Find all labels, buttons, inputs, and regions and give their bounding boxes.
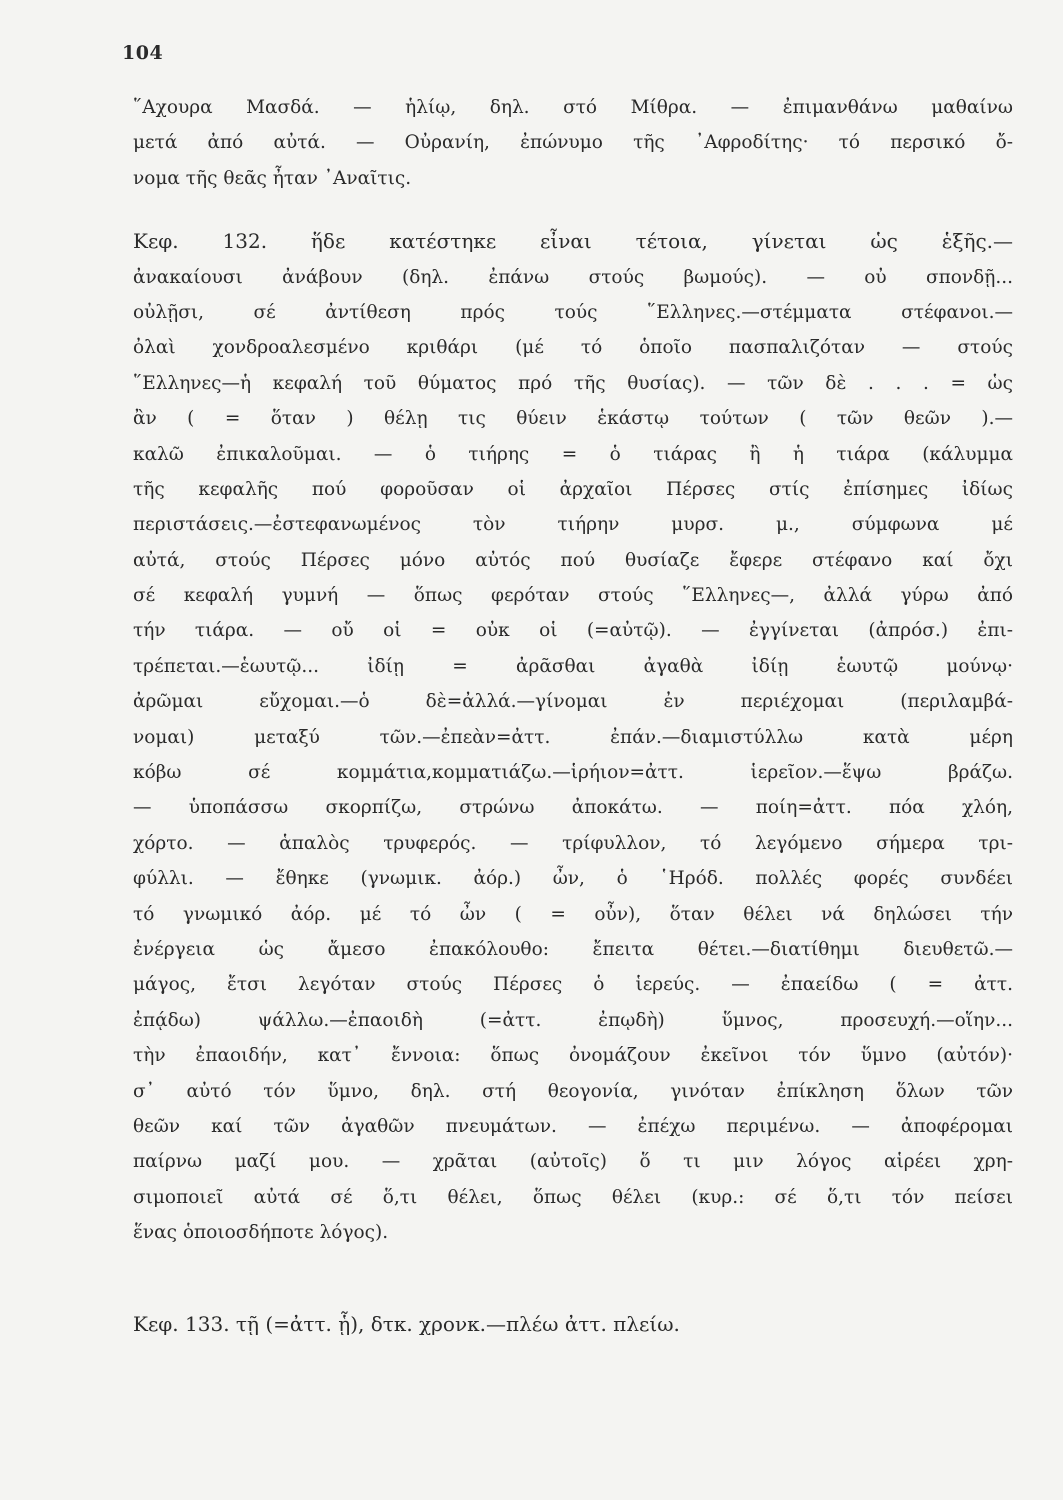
text-line: σέ κεφαλή γυμνή — ὅπως φερόταν στούς ῞Ελληνες—, ἀλλά γύρω ἀπό <box>133 585 1013 607</box>
chapter-heading-line: Κεφ. 132. ἥδε κατέστηκε εἶναι τέτοια, γίνεται ὡς ἑξῆς.— <box>133 229 1013 254</box>
text-line: παίρνω μαζί μου. — χρᾶται (αὐτοῖς) ὅ τι μιν λόγος αἱρέει χρη- <box>133 1151 1013 1173</box>
text-line: μετά ἀπό αὐτά. — Οὐρανίη, ἐπώνυμο τῆς ᾿Αφροδίτης· τό περσικό ὄ- <box>133 132 1013 154</box>
text-line: ἕνας ὁποιοσδήποτε λόγος). <box>133 1222 389 1244</box>
text-line: νομα τῆς θεᾶς ἦταν ᾿Αναῖτις. <box>133 167 412 189</box>
text-line: περιστάσεις.—ἐστεφανωμένος τὸν τιήρην μυρσ. μ., σύμφωνα μέ <box>133 514 1013 536</box>
text-line: ῞Αχουρα Μασδά. — ἡλίῳ, δηλ. στό Μίθρα. — ἐπιμανθάνω μαθαίνω <box>133 97 1013 118</box>
text-line: ἐνέργεια ὡς ἄμεσο ἐπακόλουθο: ἔπειτα θέτει.—διατίθημι διευθετῶ.— <box>133 938 1013 960</box>
text-line: αὐτά, στούς Πέρσες μόνο αὐτός πού θυσίαζε ἔφερε στέφανο καί ὄχι <box>133 549 1013 571</box>
text-line: ἀνακαίουσι ἀνάβουν (δηλ. ἐπάνω στούς βωμούς). — οὐ σπονδῇ... <box>133 266 1013 288</box>
text-line: σ᾿ αὐτό τόν ὕμνο, δηλ. στή θεογονία, γινόταν ἐπίκληση ὅλων τῶν <box>133 1080 1013 1102</box>
text-line: τῆς κεφαλῆς πού φοροῦσαν οἱ ἀρχαῖοι Πέρσες στίς ἐπίσημες ἰδίως <box>133 478 1013 500</box>
text-line: τό γνωμικό ἀόρ. μέ τό ὦν ( = οὖν), ὅταν θέλει νά δηλώσει τήν <box>133 903 1013 925</box>
text-line: ἂν ( = ὅταν ) θέλῃ τις θύειν ἑκάστῳ τούτων ( τῶν θεῶν ).— <box>133 408 1013 430</box>
text-line: — ὑποπάσσω σκορπίζω, στρώνω ἀποκάτω. — ποίη=ἀττ. πόα χλόη, <box>133 797 1013 819</box>
text-line: ἀρῶμαι εὔχομαι.—ὁ δὲ=ἀλλά.—γίνομαι ἐν περιέχομαι (περιλαμβά- <box>133 691 1013 713</box>
text-line: χόρτο. — ἁπαλὸς τρυφερός. — τρίφυλλον, τό λεγόμενο σήμερα τρι- <box>133 832 1013 854</box>
text-line: σιμοποιεῖ αὐτά σέ ὅ,τι θέλει, ὅπως θέλει (κυρ.: σέ ὅ,τι τόν πείσει <box>133 1186 1013 1208</box>
text-line: νομαι) μεταξύ τῶν.—ἐπεὰν=ἀττ. ἐπάν.—διαμιστύλλω κατὰ μέρη <box>133 726 1013 748</box>
chapter-heading-line: Κεφ. 133. τῇ (=ἀττ. ᾗ), δτκ. χρονκ.—πλέω ἀττ. πλείω. <box>133 1311 680 1336</box>
text-line: ὀλαὶ χονδροαλεσμένο κριθάρι (μέ τό ὁποῖο πασπαλιζόταν — στούς <box>133 337 1013 359</box>
text-line: κόβω σέ κομμάτια,κομματιάζω.—ἱρήιον=ἀττ. ἱερεῖον.—ἕψω βράζω. <box>133 762 1013 784</box>
text-line: καλῶ ἐπικαλοῦμαι. — ὁ τιήρης = ὁ τιάρας ἢ ἡ τιάρα (κάλυμμα <box>133 443 1013 465</box>
page-number: 104 <box>122 42 164 64</box>
text-line: τήν τιάρα. — οὔ οἱ = οὐκ οἱ (=αὐτῷ). — ἐγγίνεται (ἀπρόσ.) ἐπι- <box>133 620 1013 642</box>
text-line: μάγος, ἔτσι λεγόταν στούς Πέρσες ὁ ἱερεύς. — ἐπαείδω ( = ἀττ. <box>133 974 1013 996</box>
paragraph-chapter-132 <box>133 224 1013 1250</box>
text-line: τρέπεται.—ἑωυτῷ... ἰδίῃ = ἀρᾶσθαι ἀγαθὰ ἰδίῃ ἑωυτῷ μούνῳ· <box>133 655 1013 677</box>
text-line: τὴν ἐπαοιδήν, κατ᾿ ἔννοια: ὅπως ὀνομάζουν ἐκεῖνοι τόν ὕμνο (αὐτόν)· <box>133 1045 1013 1067</box>
paragraph-chapter-133 <box>133 1307 1013 1342</box>
text-line: φύλλι. — ἔθηκε (γνωμικ. ἀόρ.) ὦν, ὁ ῾Ηρόδ. πολλές φορές συνδέει <box>133 868 1013 890</box>
text-line: ῞Ελληνες—ἡ κεφαλή τοῦ θύματος πρό τῆς θυσίας). — τῶν δὲ . . . = ὡς <box>133 372 1013 394</box>
text-line: οὐλῇσι, σέ ἀντίθεση πρός τούς ῞Ελληνες.—στέμματα στέφανοι.— <box>133 301 1013 323</box>
text-line: θεῶν καί τῶν ἀγαθῶν πνευμάτων. — ἐπέχω περιμένω. — ἀποφέρομαι <box>133 1115 1013 1137</box>
text-line: ἐπᾴδω) ψάλλω.—ἐπαοιδὴ (=ἀττ. ἐπῳδὴ) ὕμνος, προσευχή.—οἵην... <box>133 1009 1013 1031</box>
paragraph-1 <box>133 90 1013 196</box>
commentary-text <box>133 90 1013 1342</box>
